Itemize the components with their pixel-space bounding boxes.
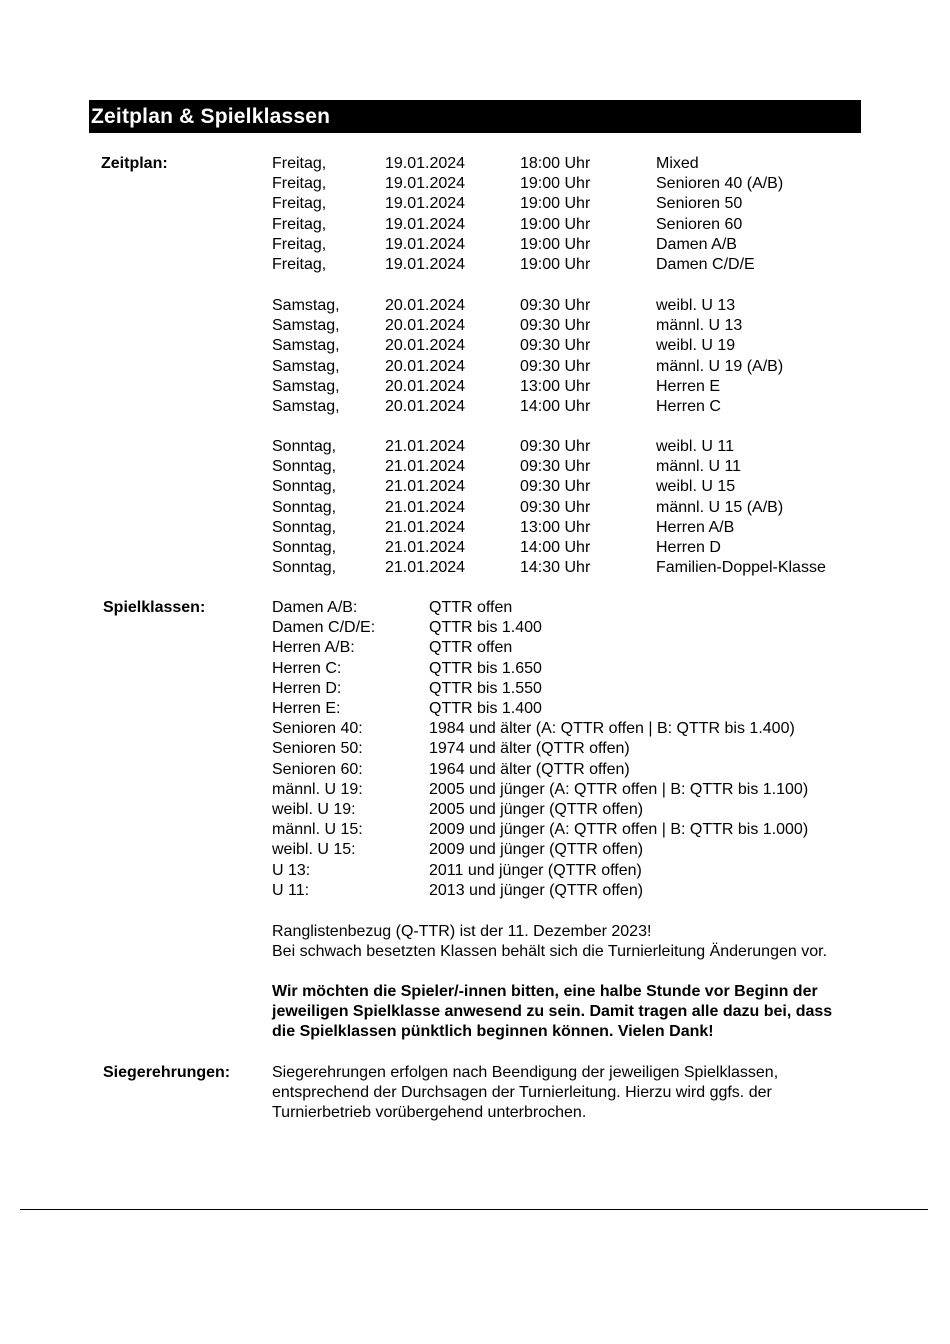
schedule-day: Samstag, bbox=[272, 337, 340, 354]
schedule-time: 14:00 Uhr bbox=[520, 539, 591, 556]
class-rule: 2005 und jünger (A: QTTR offen | B: QTTR bis 1.100) bbox=[429, 781, 809, 798]
schedule-day: Samstag, bbox=[272, 378, 340, 395]
schedule-day: Samstag, bbox=[272, 297, 340, 314]
siegerehrungen-text: Siegerehrungen erfolgen nach Beendigung der jeweiligen Spielklassen, bbox=[272, 1064, 779, 1081]
class-name: Senioren 60: bbox=[272, 761, 363, 778]
schedule-date: 20.01.2024 bbox=[385, 378, 466, 395]
schedule-time: 09:30 Uhr bbox=[520, 358, 591, 375]
class-rule: QTTR bis 1.650 bbox=[429, 660, 542, 677]
schedule-class: Herren A/B bbox=[656, 519, 735, 536]
schedule-date: 20.01.2024 bbox=[385, 337, 466, 354]
schedule-class: Senioren 40 (A/B) bbox=[656, 175, 784, 192]
class-rule: QTTR bis 1.400 bbox=[429, 700, 542, 717]
schedule-time: 19:00 Uhr bbox=[520, 175, 591, 192]
class-name: U 11: bbox=[272, 882, 310, 899]
class-rule: QTTR bis 1.550 bbox=[429, 680, 542, 697]
schedule-date: 19.01.2024 bbox=[385, 195, 466, 212]
schedule-date: 20.01.2024 bbox=[385, 297, 466, 314]
schedule-day: Samstag, bbox=[272, 358, 340, 375]
schedule-date: 21.01.2024 bbox=[385, 458, 466, 475]
schedule-time: 14:00 Uhr bbox=[520, 398, 591, 415]
class-name: Herren C: bbox=[272, 660, 342, 677]
schedule-day: Sonntag, bbox=[272, 438, 337, 455]
siegerehrungen-text: entsprechend der Durchsagen der Turnierleitung. Hierzu wird ggfs. der bbox=[272, 1084, 772, 1101]
class-name: Herren D: bbox=[272, 680, 342, 697]
schedule-day: Samstag, bbox=[272, 317, 340, 334]
schedule-day: Sonntag, bbox=[272, 519, 337, 536]
class-rule: 2011 und jünger (QTTR offen) bbox=[429, 862, 642, 879]
schedule-day: Freitag, bbox=[272, 195, 327, 212]
schedule-time: 13:00 Uhr bbox=[520, 378, 591, 395]
schedule-class: männl. U 11 bbox=[656, 458, 742, 475]
schedule-class: Herren E bbox=[656, 378, 721, 395]
class-rule: 1964 und älter (QTTR offen) bbox=[429, 761, 630, 778]
class-rule: QTTR offen bbox=[429, 639, 513, 656]
siegerehrungen-text: Turnierbetrieb vorübergehend unterbrochen. bbox=[272, 1104, 587, 1121]
schedule-day: Sonntag, bbox=[272, 478, 337, 495]
schedule-date: 21.01.2024 bbox=[385, 519, 466, 536]
footer-divider bbox=[20, 1209, 928, 1210]
class-name: weibl. U 19: bbox=[272, 801, 356, 818]
schedule-time: 09:30 Uhr bbox=[520, 478, 591, 495]
schedule-time: 14:30 Uhr bbox=[520, 559, 591, 576]
class-rule: 1984 und älter (A: QTTR offen | B: QTTR bis 1.400) bbox=[429, 720, 795, 737]
notice-line: die Spielklassen pünktlich beginnen können. Vielen Dank! bbox=[272, 1023, 714, 1040]
schedule-date: 20.01.2024 bbox=[385, 317, 466, 334]
schedule-date: 19.01.2024 bbox=[385, 216, 466, 233]
note-ranglistenbezug: Ranglistenbezug (Q-TTR) ist der 11. Dezember 2023! bbox=[272, 923, 652, 940]
schedule-time: 09:30 Uhr bbox=[520, 499, 591, 516]
schedule-time: 19:00 Uhr bbox=[520, 195, 591, 212]
schedule-time: 09:30 Uhr bbox=[520, 317, 591, 334]
schedule-day: Freitag, bbox=[272, 155, 327, 172]
class-name: Damen C/D/E: bbox=[272, 619, 376, 636]
schedule-day: Sonntag, bbox=[272, 539, 337, 556]
schedule-class: Familien-Doppel-Klasse bbox=[656, 559, 826, 576]
schedule-class: Herren D bbox=[656, 539, 721, 556]
schedule-class: weibl. U 11 bbox=[656, 438, 734, 455]
schedule-date: 20.01.2024 bbox=[385, 398, 466, 415]
schedule-class: Herren C bbox=[656, 398, 721, 415]
schedule-date: 19.01.2024 bbox=[385, 256, 466, 273]
schedule-class: Damen C/D/E bbox=[656, 256, 755, 273]
schedule-date: 19.01.2024 bbox=[385, 236, 466, 253]
schedule-date: 21.01.2024 bbox=[385, 478, 466, 495]
schedule-date: 19.01.2024 bbox=[385, 175, 466, 192]
schedule-date: 21.01.2024 bbox=[385, 499, 466, 516]
schedule-class: männl. U 13 bbox=[656, 317, 743, 334]
class-name: männl. U 15: bbox=[272, 821, 363, 838]
schedule-date: 21.01.2024 bbox=[385, 438, 466, 455]
schedule-time: 18:00 Uhr bbox=[520, 155, 591, 172]
schedule-class: Mixed bbox=[656, 155, 699, 172]
schedule-time: 19:00 Uhr bbox=[520, 236, 591, 253]
class-name: Damen A/B: bbox=[272, 599, 358, 616]
schedule-date: 19.01.2024 bbox=[385, 155, 466, 172]
class-name: Herren A/B: bbox=[272, 639, 355, 656]
class-rule: 2009 und jünger (QTTR offen) bbox=[429, 841, 644, 858]
class-rule: 2005 und jünger (QTTR offen) bbox=[429, 801, 644, 818]
schedule-class: weibl. U 15 bbox=[656, 478, 736, 495]
schedule-time: 13:00 Uhr bbox=[520, 519, 591, 536]
schedule-class: männl. U 19 (A/B) bbox=[656, 358, 784, 375]
schedule-class: weibl. U 19 bbox=[656, 337, 736, 354]
schedule-day: Sonntag, bbox=[272, 499, 337, 516]
schedule-date: 20.01.2024 bbox=[385, 358, 466, 375]
schedule-date: 21.01.2024 bbox=[385, 539, 466, 556]
schedule-day: Freitag, bbox=[272, 236, 327, 253]
spielklassen-label: Spielklassen: bbox=[103, 599, 206, 616]
class-name: U 13: bbox=[272, 862, 311, 879]
schedule-date: 21.01.2024 bbox=[385, 559, 466, 576]
notice-line: jeweiligen Spielklasse anwesend zu sein. Damit tragen alle dazu bei, dass bbox=[272, 1003, 833, 1020]
class-name: weibl. U 15: bbox=[272, 841, 356, 858]
schedule-day: Sonntag, bbox=[272, 559, 337, 576]
schedule-class: Damen A/B bbox=[656, 236, 737, 253]
class-rule: QTTR offen bbox=[429, 599, 513, 616]
schedule-time: 09:30 Uhr bbox=[520, 297, 591, 314]
page-title: Zeitplan & Spielklassen bbox=[89, 100, 861, 133]
class-name: männl. U 19: bbox=[272, 781, 363, 798]
schedule-class: weibl. U 13 bbox=[656, 297, 736, 314]
class-rule: 2013 und jünger (QTTR offen) bbox=[429, 882, 644, 899]
schedule-class: Senioren 50 bbox=[656, 195, 743, 212]
schedule-time: 09:30 Uhr bbox=[520, 337, 591, 354]
class-rule: QTTR bis 1.400 bbox=[429, 619, 542, 636]
class-name: Senioren 50: bbox=[272, 740, 363, 757]
schedule-class: Senioren 60 bbox=[656, 216, 743, 233]
class-rule: 2009 und jünger (A: QTTR offen | B: QTTR bis 1.000) bbox=[429, 821, 809, 838]
schedule-day: Sonntag, bbox=[272, 458, 337, 475]
schedule-time: 09:30 Uhr bbox=[520, 438, 591, 455]
schedule-day: Freitag, bbox=[272, 216, 327, 233]
siegerehrungen-label: Siegerehrungen: bbox=[103, 1064, 231, 1081]
class-name: Herren E: bbox=[272, 700, 341, 717]
schedule-class: männl. U 15 (A/B) bbox=[656, 499, 784, 516]
schedule-day: Samstag, bbox=[272, 398, 340, 415]
schedule-time: 19:00 Uhr bbox=[520, 216, 591, 233]
schedule-day: Freitag, bbox=[272, 175, 327, 192]
schedule-day: Freitag, bbox=[272, 256, 327, 273]
note-aenderungen: Bei schwach besetzten Klassen behält sich die Turnierleitung Änderungen vor. bbox=[272, 943, 828, 960]
zeitplan-label: Zeitplan: bbox=[101, 155, 168, 172]
schedule-time: 19:00 Uhr bbox=[520, 256, 591, 273]
schedule-time: 09:30 Uhr bbox=[520, 458, 591, 475]
class-rule: 1974 und älter (QTTR offen) bbox=[429, 740, 630, 757]
notice-line: Wir möchten die Spieler/-innen bitten, eine halbe Stunde vor Beginn der bbox=[272, 983, 818, 1000]
class-name: Senioren 40: bbox=[272, 720, 363, 737]
